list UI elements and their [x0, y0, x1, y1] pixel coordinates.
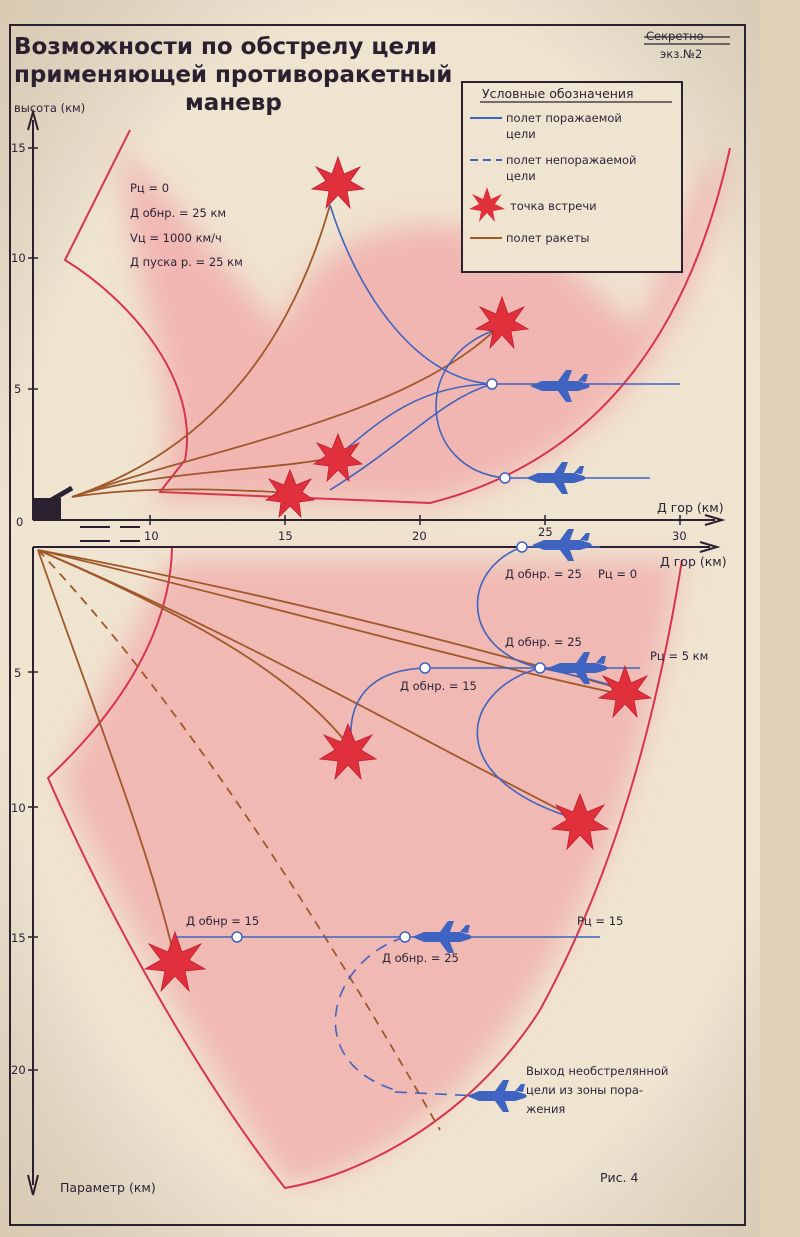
- legend-hit-line-2: цели: [506, 127, 536, 141]
- param-vc: Vц = 1000 км/ч: [130, 231, 222, 245]
- lower-y-tick-10: 10: [11, 801, 26, 815]
- upper-x-tick-10: 10: [144, 529, 159, 543]
- legend: [462, 82, 682, 272]
- stamp-secret: Секретно: [646, 29, 704, 43]
- upper-y-tick-15: 15: [11, 141, 26, 155]
- legend-miss-line-2: цели: [506, 169, 536, 183]
- title-line-1: Возможности по обстрелу цели: [14, 34, 438, 60]
- title-line-2: применяющей противоракетный: [14, 62, 453, 88]
- param-dobnr: Д обнр. = 25 км: [130, 206, 227, 220]
- label-dobnr15-p5: Д обнр. = 15: [400, 679, 477, 693]
- label-dobnr25-p5: Д обнр. = 25: [505, 635, 582, 649]
- label-dobnr15-p15: Д обнр = 15: [186, 914, 260, 928]
- upper-x-tick-15: 15: [278, 529, 293, 543]
- page-edge: [760, 0, 800, 1237]
- exit-note-line-2: цели из зоны пора-: [526, 1083, 644, 1097]
- legend-miss-line-1: полет непоражаемой: [506, 153, 637, 167]
- label-p0: Рц = 0: [598, 567, 638, 581]
- lower-y-tick-15: 15: [11, 931, 26, 945]
- figure-label: Рис. 4: [600, 1170, 639, 1185]
- param-rc: Рц = 0: [130, 181, 170, 195]
- label-dobnr25-p15: Д обнр. = 25: [382, 951, 459, 965]
- legend-meet-point: точка встречи: [510, 199, 597, 213]
- title-line-3: маневр: [185, 90, 282, 116]
- upper-x-tick-20: 20: [412, 529, 427, 543]
- legend-header: Условные обозначения: [482, 86, 634, 101]
- lower-y-tick-5: 5: [14, 666, 22, 680]
- stamp-copy: экз.№2: [660, 47, 703, 61]
- legend-missile: полет ракеты: [506, 231, 590, 245]
- upper-y-tick-10: 10: [11, 251, 26, 265]
- exit-note-line-1: Выход необстрелянной: [526, 1064, 669, 1078]
- label-dobnr25-p0: Д обнр. = 25: [505, 567, 582, 581]
- upper-y-tick-0: 0: [16, 515, 24, 529]
- exit-note-line-3: жения: [526, 1102, 566, 1116]
- upper-y-tick-5: 5: [14, 382, 22, 396]
- upper-y-axis-label: высота (км): [14, 101, 86, 115]
- label-p15: Рц = 15: [577, 914, 624, 928]
- legend-hit-line-1: полет поражаемой: [506, 111, 622, 125]
- lower-y-axis-label: Параметр (км): [60, 1180, 156, 1195]
- upper-x-tick-25: 25: [538, 525, 553, 539]
- upper-x-tick-30: 30: [672, 529, 687, 543]
- upper-x-axis-label: Д гор (км): [657, 500, 724, 515]
- lower-x-axis-label: Д гор (км): [660, 554, 727, 569]
- label-p5: Рц = 5 км: [650, 649, 709, 663]
- lower-y-tick-20: 20: [11, 1063, 26, 1077]
- param-dpuska: Д пуска р. = 25 км: [130, 255, 243, 269]
